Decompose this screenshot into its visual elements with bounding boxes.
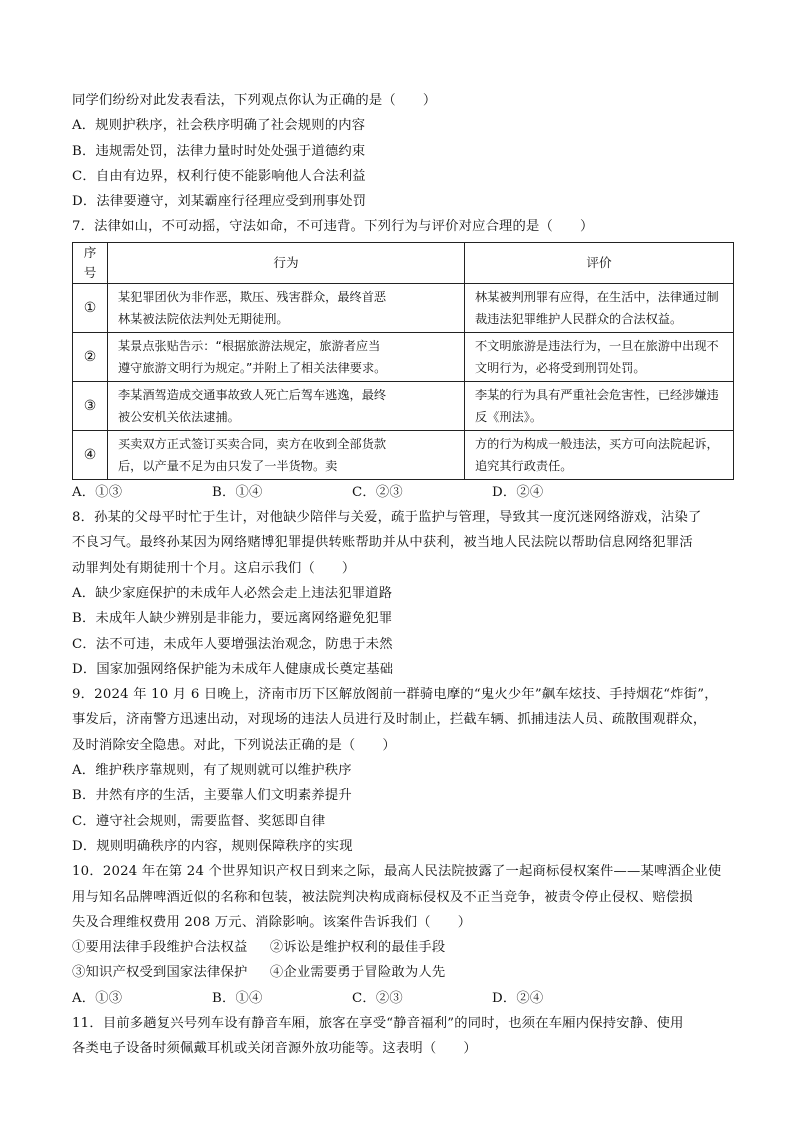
row-no: ③ bbox=[73, 381, 108, 430]
row-act: 买卖双方正式签订买卖合同，卖方在收到全部货款 后，以产量不足为由只发了一半货物。卖 bbox=[108, 430, 465, 479]
q7-table bbox=[72, 242, 734, 480]
row-eval: 不文明旅游是违法行为，一旦在旅游中出现不 文明行为，必将受到刑罚处罚。 bbox=[465, 332, 734, 381]
table-row bbox=[73, 430, 734, 479]
q9-option-a: A．维护秩序靠规则，有了规则就可以维护秩序 bbox=[72, 763, 352, 779]
q6-option-a: A．规则护秩序，社会秩序明确了社会规则的内容 bbox=[72, 118, 366, 134]
q10-statement-1: ①要用法律手段维护合法权益 bbox=[72, 940, 248, 956]
q7-option-a: A．①③ bbox=[72, 484, 123, 500]
row-no: ① bbox=[73, 283, 108, 332]
row-eval: 李某的行为具有严重社会危害性，已经涉嫌违 反《刑法》。 bbox=[465, 381, 734, 430]
q10-statement-3: ③知识产权受到国家法律保护 bbox=[72, 965, 248, 981]
q8-stem-line: 8．孙某的父母平时忙于生计，对他缺少陪伴与关爱，疏于监护与管理，导致其一度沉迷网络游戏，沾染了 bbox=[72, 510, 702, 526]
q9-option-c: C．遵守社会规则，需要监督、奖惩即自律 bbox=[72, 813, 326, 829]
q7-stem: 7．法律如山，不可动摇，守法如命，不可违背。下列行为与评价对应合理的是（ ） bbox=[72, 219, 594, 235]
header-eval: 评价 bbox=[465, 242, 734, 283]
q10-statements-row bbox=[72, 935, 732, 960]
q10-statements-row bbox=[72, 960, 732, 985]
question-11 bbox=[72, 1011, 732, 1062]
question-8 bbox=[72, 505, 732, 682]
q6-option-b: B．违规需处罚，法律力量时时处处强于道德约束 bbox=[72, 143, 366, 159]
row-act: 某景点张贴告示：“根据旅游法规定，旅游者应当 遵守旅游文明行为规定。”并附上了相关法律要求。 bbox=[108, 332, 465, 381]
q9-stem-line: 事发后，济南警方迅速出动，对现场的违法人员进行及时制止，拦截车辆、抓捕违法人员、疏散围观群众， bbox=[72, 712, 707, 728]
q9-option-d: D．规则明确秩序的内容，规则保障秩序的实现 bbox=[72, 838, 353, 854]
q10-stem-line: 10．2024 年在第 24 个世界知识产权日到来之际，最高人民法院披露了一起商标侵权案件——某啤酒企业使 bbox=[72, 864, 722, 880]
q6-stem: 同学们纷纷对此发表看法，下列观点你认为正确的是（ ） bbox=[72, 93, 437, 108]
q8-option-c: C．法不可违，未成年人要增强法治观念，防患于未然 bbox=[72, 636, 393, 652]
question-10 bbox=[72, 859, 732, 1011]
row-act: 李某酒驾造成交通事故致人死亡后驾车逃逸，最终 被公安机关依法逮捕。 bbox=[108, 381, 465, 430]
header-act: 行为 bbox=[108, 242, 465, 283]
q11-stem-line: 11．目前多趟复兴号列车设有静音车厢，旅客在享受“静音福利”的同时，也须在车厢内保持安静、使用 bbox=[72, 1016, 684, 1032]
q7-option-d: D．②④ bbox=[492, 484, 544, 500]
question-6 bbox=[72, 88, 732, 214]
question-9 bbox=[72, 682, 732, 859]
row-no: ④ bbox=[73, 430, 108, 479]
q10-stem-line: 失及合理维权费用 208 万元、消除影响。该案件告诉我们（ ） bbox=[72, 914, 472, 930]
q10-option-a: A．①③ bbox=[72, 990, 123, 1006]
q10-stem-line: 用与知名品牌啤酒近似的名称和包装，被法院判决构成商标侵权及不正当竞争，被责令停止侵权、赔偿损 bbox=[72, 889, 693, 905]
q10-option-d: D．②④ bbox=[492, 990, 544, 1006]
row-no: ② bbox=[73, 332, 108, 381]
q6-option-d: D．法律要遵守，刘某霸座行径理应受到刑事处罚 bbox=[72, 194, 367, 210]
q9-option-b: B．井然有序的生活，主要靠人们文明素养提升 bbox=[72, 788, 352, 804]
q9-stem-line: 9．2024 年 10 月 6 日晚上，济南市历下区解放阁前一群骑电摩的“鬼火少年”飙车炫技、手持烟花“炸街”， bbox=[72, 687, 718, 703]
q9-stem-line: 及时消除安全隐患。对此，下列说法正确的是（ ） bbox=[72, 737, 396, 753]
q8-option-b: B．未成年人缺少辨别是非能力，要远离网络避免犯罪 bbox=[72, 611, 393, 627]
exam-page bbox=[72, 88, 732, 1062]
q8-option-d: D．国家加强网络保护能为未成年人健康成长奠定基础 bbox=[72, 661, 394, 677]
row-eval: 林某被判刑罪有应得，在生活中，法律通过制 裁违法犯罪维护人民群众的合法权益。 bbox=[465, 283, 734, 332]
q10-statement-4: ④企业需要勇于冒险敢为人先 bbox=[269, 965, 446, 981]
q8-stem-line: 不良习气。最终孙某因为网络赌博犯罪提供转账帮助并从中获利，被当地人民法院以帮助信息网络犯罪活 bbox=[72, 535, 693, 551]
q10-options bbox=[72, 986, 732, 1011]
q8-stem-line: 动罪判处有期徒刑十个月。这启示我们（ ） bbox=[72, 560, 356, 576]
row-act: 某犯罪团伙为非作恶，欺压、残害群众，最终首恶 林某被法院依法判处无期徒刑。 bbox=[108, 283, 465, 332]
q7-options bbox=[72, 480, 732, 505]
table-row bbox=[73, 332, 734, 381]
q7-option-b: B．①④ bbox=[212, 484, 263, 500]
q10-option-c: C．②③ bbox=[352, 990, 403, 1006]
question-7 bbox=[72, 214, 732, 505]
row-eval: 方的行为构成一般违法，买方可向法院起诉， 追究其行政责任。 bbox=[465, 430, 734, 479]
q11-stem-line: 各类电子设备时须佩戴耳机或关闭音源外放功能等。这表明（ ） bbox=[72, 1041, 477, 1057]
header-no: 序号 bbox=[73, 242, 108, 283]
table-row bbox=[73, 381, 734, 430]
q8-option-a: A．缺少家庭保护的未成年人必然会走上违法犯罪道路 bbox=[72, 585, 393, 601]
q7-option-c: C．②③ bbox=[352, 484, 403, 500]
q6-option-c: C．自由有边界，权利行使不能影响他人合法利益 bbox=[72, 168, 366, 184]
q10-statement-2: ②诉讼是维护权利的最佳手段 bbox=[269, 940, 446, 956]
q10-option-b: B．①④ bbox=[212, 990, 263, 1006]
table-header-row bbox=[73, 242, 734, 283]
table-row bbox=[73, 283, 734, 332]
